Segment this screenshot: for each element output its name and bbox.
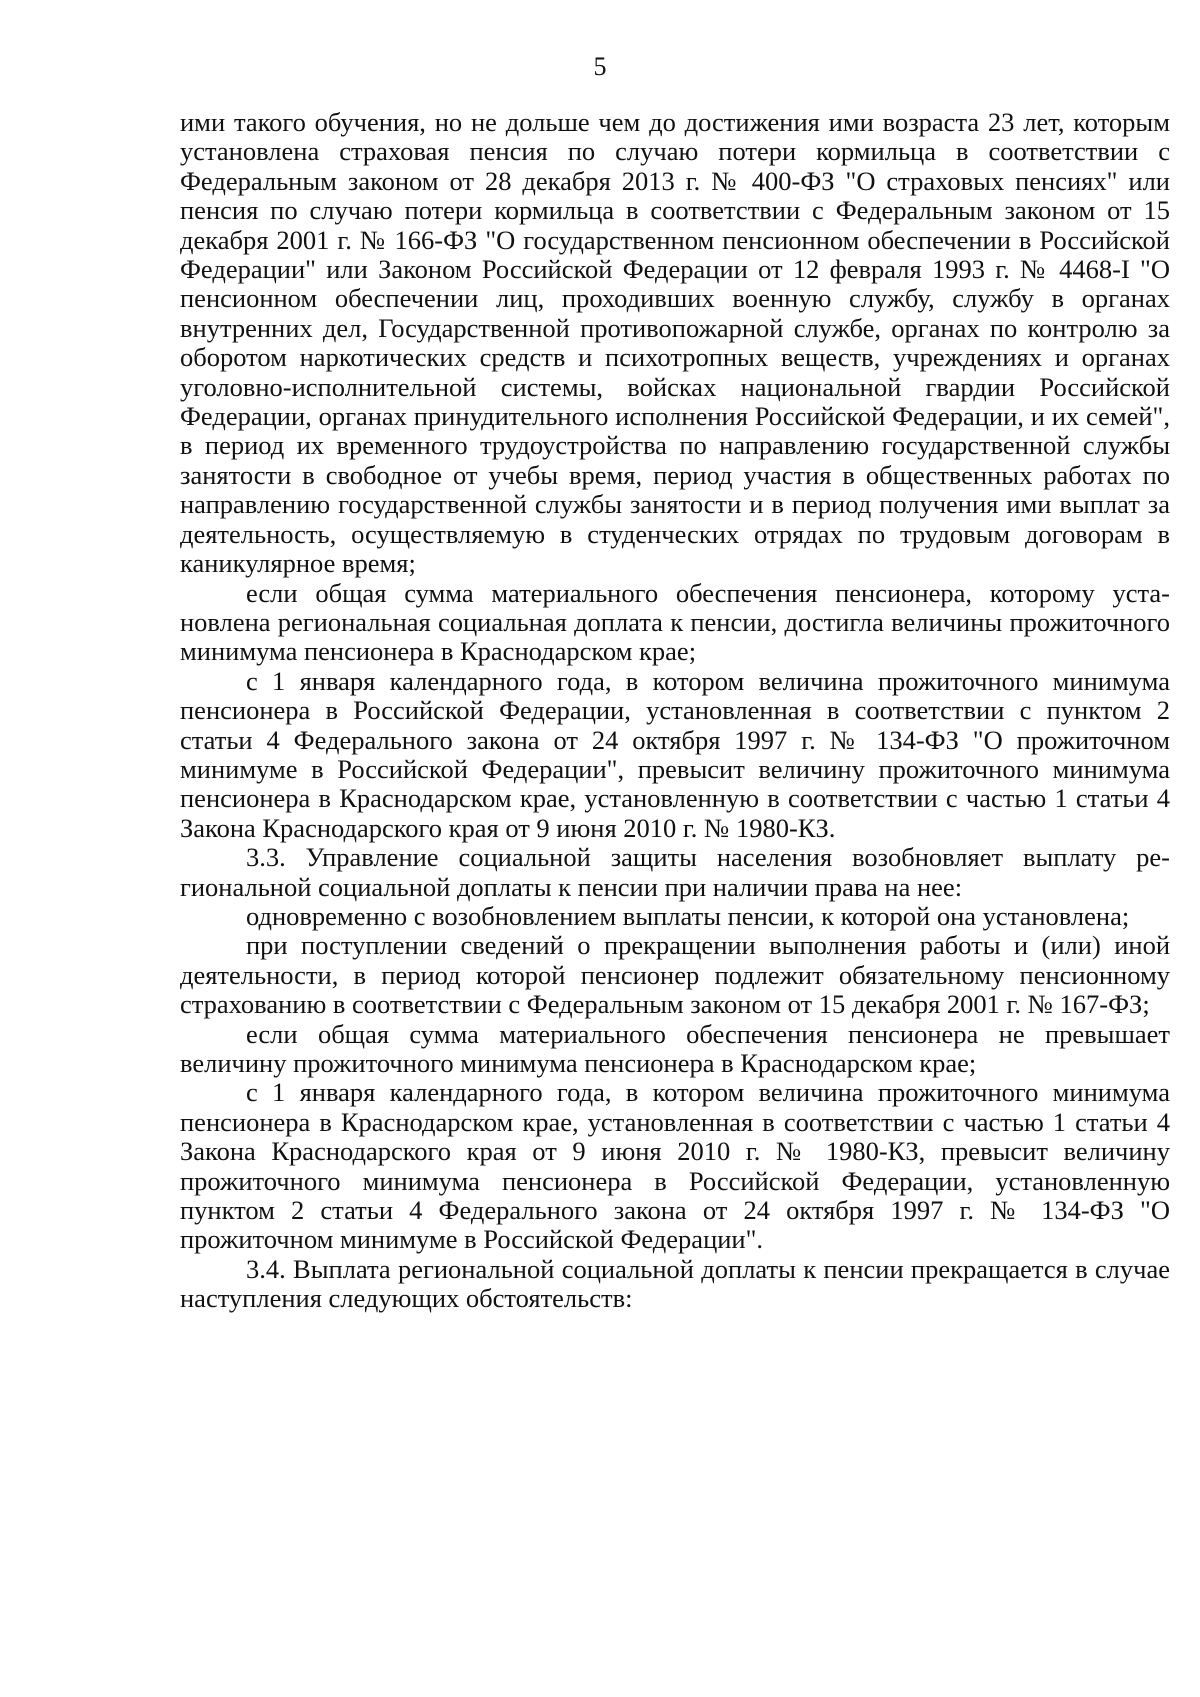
paragraph: с 1 января календарного года, в котором величина прожиточного минимума пенсионера в Краснодарском крае, установленная в соответствии с частью 1 статьи 4 Закона Краснодарского края от 9 июня 2010 г. № 1980-КЗ, превысит величину прожиточного минимума пенсионера в Российской Федерации, установленную пунктом 2 статьи 4 Федерального закона от 24 октября 1997 г. № 134-ФЗ "О прожиточном минимуме в Российской Федерации".	[180, 1077, 1170, 1255]
paragraph-section-3-3: 3.3. Управление социальной защиты населения возобновляет выплату региональной социальной доплаты к пенсии при наличии права на нее:	[180, 842, 1170, 902]
paragraph: если общая сумма материального обеспечения пенсионера, которому установлена региональная социальная доплата к пенсии, достигла величины прожиточного минимума пенсионера в Краснодарском крае;	[180, 577, 1170, 667]
page-number: 5	[593, 52, 607, 81]
paragraph: при поступлении сведений о прекращении выполнения работы и (или) иной деятельности, в период которой пенсионер подлежит обязательному пенсионному страхованию в соответствии с Федеральным законом от 15 декабря 2001 г. № 167-ФЗ;	[180, 930, 1170, 1020]
paragraph: с 1 января календарного года, в котором величина прожиточного минимума пенсионера в Российской Федерации, установленная в соответствии с пунктом 2 статьи 4 Федерального закона от 24 октября 1997 г. № 134-ФЗ "О прожиточном минимуме в Российской Федерации", превысит величину прожиточного минимума пенсионера в Краснодарском крае, установленную в соответствии с частью 1 статьи 4 Закона Краснодарского края от 9 июня 2010 г. № 1980-КЗ.	[180, 665, 1170, 843]
paragraph: ими такого обучения, но не дольше чем до достижения ими возраста 23 лет, которым установлена страховая пенсия по случаю потери кормильца в соответствии с Федеральным законом от 28 декабря 2013 г. № 400-ФЗ "О страховых пенсиях" или пенсия по случаю потери кормильца в соответствии с Федеральным законом от 15 декабря 2001 г. № 166-ФЗ "О государственном пенсионном обеспечении в Российской Федерации" или Законом Российской Федерации от 12 февраля 1993 г. № 4468-I "О пенсионном обеспечении лиц, проходивших военную службу, службу в органах внутренних дел, Государственной противопожарной службе, органах по контролю за оборотом наркотических средств и психотропных веществ, учреждениях и органах уголовно-исполнительной системы, войсках национальной гвардии Российской Федерации, органах принудительного исполнения Российской Федерации, и их семей", в период их временного трудоустройства по направлению государственной службы занятости в свободное от учебы время, период участия в общественных работах по направлению государственной службы занятости и в период получения ими выплат за деятельность, осуществляемую в студенческих отрядах по трудовым договорам в каникулярное время;	[180, 107, 1170, 579]
paragraph: если общая сумма материального обеспечения пенсионера не превышает величину прожиточного минимума пенсионера в Краснодарском крае;	[180, 1018, 1170, 1078]
document-body	[180, 108, 1170, 1314]
paragraph: одновременно с возобновлением выплаты пенсии, к которой она установлена;	[246, 900, 1130, 931]
paragraph-section-3-4: 3.4. Выплата региональной социальной доплаты к пенсии прекращается в случае наступления следующих обстоятельств:	[180, 1253, 1170, 1314]
